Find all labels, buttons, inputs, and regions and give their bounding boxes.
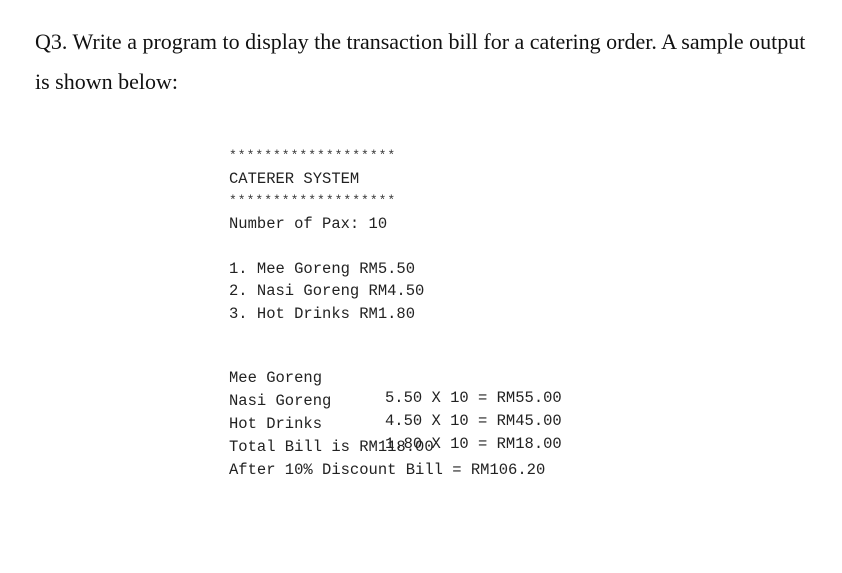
stars-bottom-line: ******************* bbox=[229, 193, 397, 208]
sample-output bbox=[229, 144, 562, 479]
bill-item-calc: 5.50 X 10 = RM55.00 bbox=[385, 389, 562, 407]
menu-item: 1. Mee Goreng RM5.50 bbox=[229, 260, 416, 278]
bill-item-name: Nasi Goreng bbox=[229, 392, 332, 410]
bill-item-name: Hot Drinks bbox=[229, 415, 323, 433]
menu-item: 2. Nasi Goreng RM4.50 bbox=[229, 282, 425, 300]
discount-bill-line: After 10% Discount Bill = RM106.20 bbox=[229, 461, 546, 479]
bill-item-calc: 4.50 X 10 = RM45.00 bbox=[385, 412, 562, 430]
question-text: Q3. Write a program to display the transaction bill for a catering order. A sample output is shown below: bbox=[35, 29, 806, 94]
total-bill-line: Total Bill is RM118.00 bbox=[229, 438, 434, 456]
pax-line: Number of Pax: 10 bbox=[229, 215, 388, 233]
bill-item-calc: 1.80 X 10 = RM18.00 bbox=[385, 435, 562, 453]
stars-top-line: ******************* bbox=[229, 148, 397, 163]
bill-item-name: Mee Goreng bbox=[229, 369, 323, 387]
system-title: CATERER SYSTEM bbox=[229, 170, 360, 188]
menu-item: 3. Hot Drinks RM1.80 bbox=[229, 305, 416, 323]
